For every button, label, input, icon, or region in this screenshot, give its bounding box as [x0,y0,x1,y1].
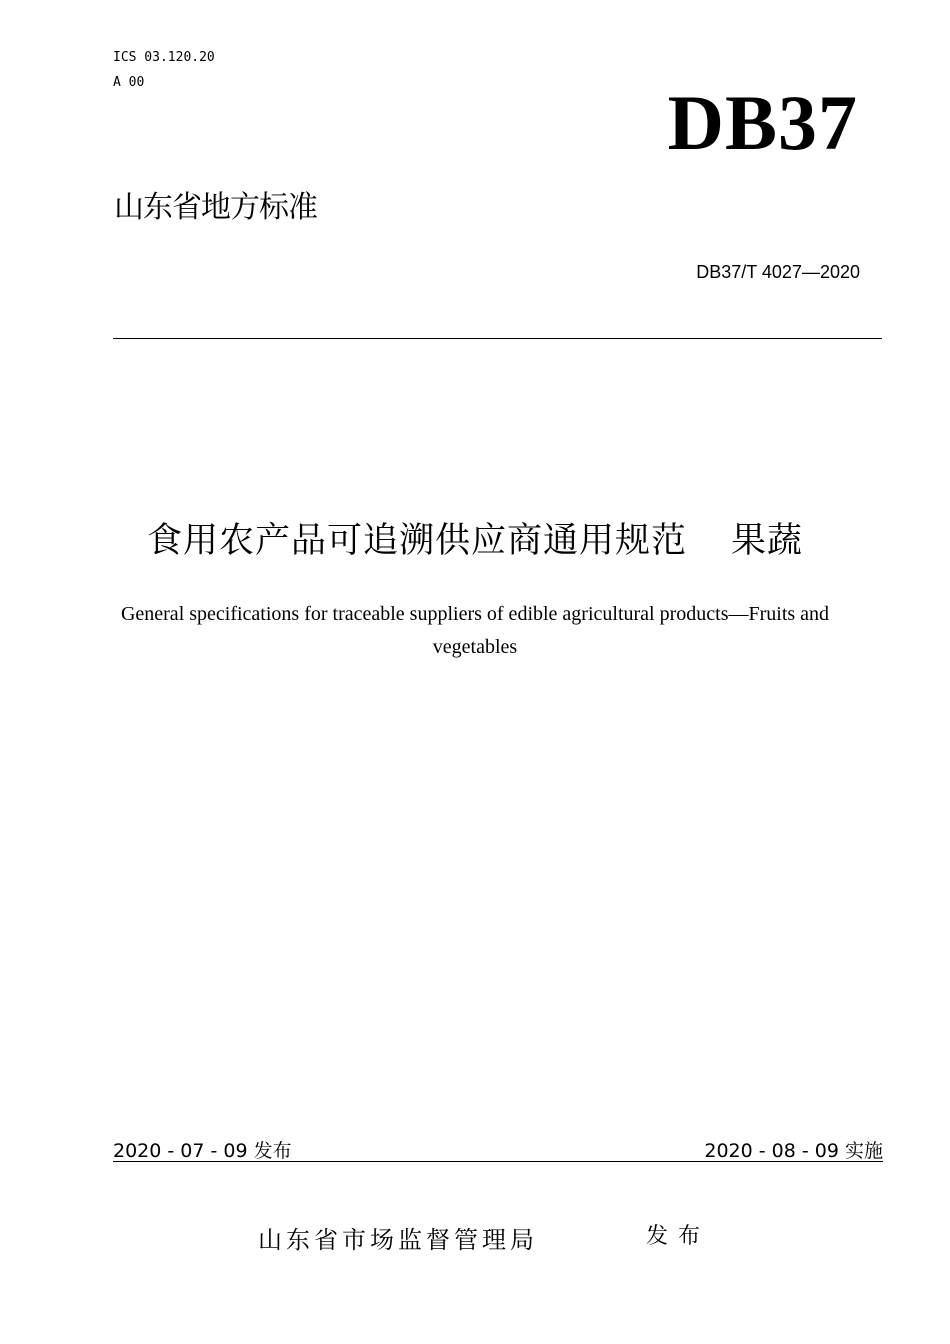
ics-code: ICS 03.120.20 [113,50,215,65]
implementation-date: 2020 - 08 - 09 实施 [704,1140,883,1162]
standard-number: DB37/T 4027—2020 [696,262,860,282]
title-english: General specifications for traceable suppliers of edible agricultural products—Fruits and vegetables [120,603,830,658]
ccs-code: A 00 [113,75,145,90]
release-date: 2020 - 07 - 09 发布 [113,1140,292,1162]
title-chinese [0,518,950,564]
standard-logo: DB37 [667,79,858,166]
bottom-divider [113,1161,883,1162]
title-chinese-main: 食用农产品可追溯供应商通用规范 [146,521,687,561]
top-divider [113,338,882,339]
standard-category: 山东省地方标准 [114,190,317,225]
issuing-authority: 山东省市场监督管理局 [258,1226,538,1254]
title-chinese-sub: 果蔬 [731,521,804,561]
issue-label: 发布 [646,1224,711,1249]
